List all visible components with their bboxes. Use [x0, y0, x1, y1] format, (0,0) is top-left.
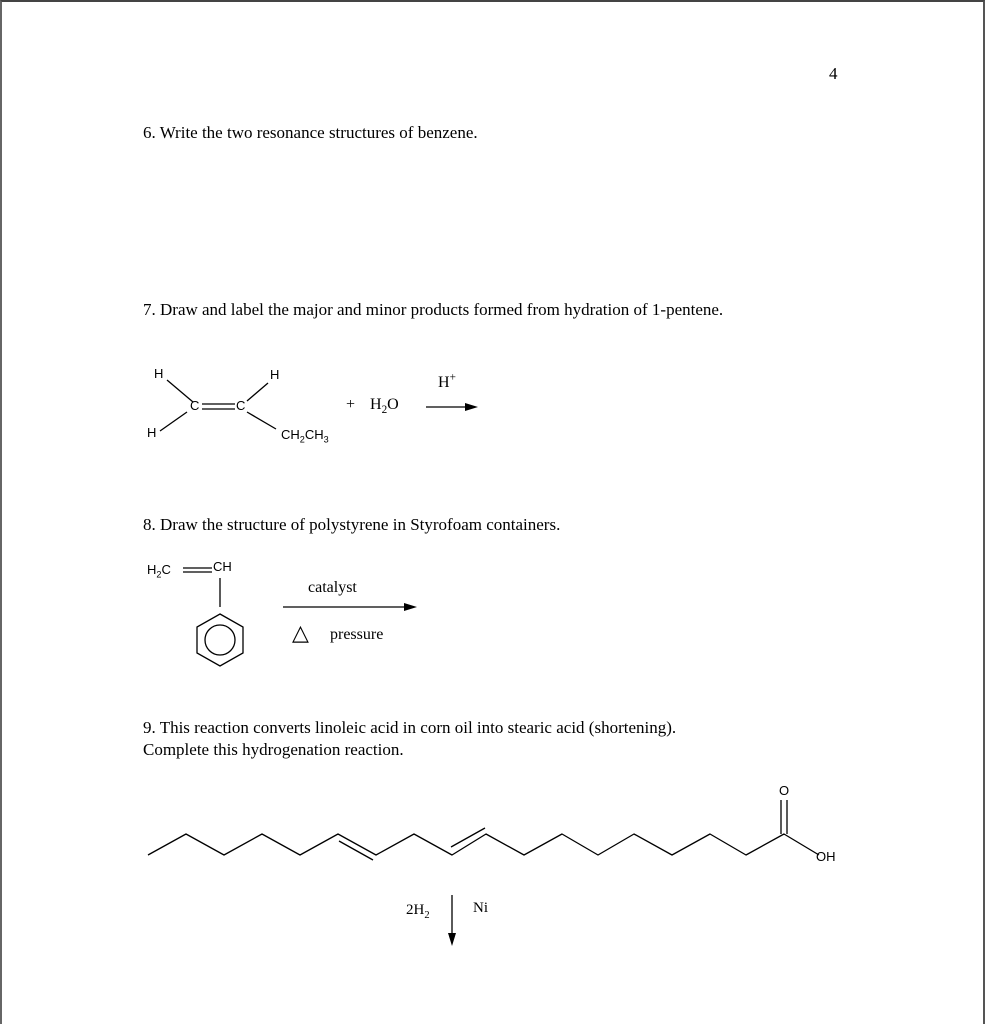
reaction8-arrow — [283, 603, 417, 611]
question-9-text-line1: 9. This reaction converts linoleic acid in corn oil into stearic acid (shortening). — [143, 718, 677, 737]
atom-label-h-top-left: H — [154, 366, 164, 381]
pentene-structure — [160, 380, 276, 431]
monomer-ch: CH — [213, 559, 232, 574]
carbon-chain — [148, 834, 819, 855]
question-8-text: 8. Draw the structure of polystyrene in Styrofoam containers. — [143, 515, 561, 534]
substituent-ethyl: $CH_2CH_3$ — [281, 427, 329, 445]
condition-catalyst: catalyst — [308, 579, 357, 596]
catalyst-acid: H+ — [438, 371, 456, 391]
linoleic-acid-structure — [148, 800, 819, 860]
benzene-ring — [197, 614, 243, 666]
question-9-text-line2: Complete this hydrogenation reaction. — [143, 740, 404, 759]
reagent-water: $H_2O$ — [370, 396, 399, 417]
chemistry-drawings — [2, 2, 985, 1026]
plus-sign: + — [346, 396, 356, 413]
question-6-text: 6. Write the two resonance structures of benzene. — [143, 123, 478, 142]
benzene-aromatic-circle — [205, 625, 235, 655]
heat-triangle-icon: △ — [292, 620, 309, 645]
question-7-text: 7. Draw and label the major and minor products formed from hydration of 1-pentene. — [143, 300, 724, 319]
atom-label-h-bottom-left: H — [147, 425, 157, 440]
bond-c-h-upper-right — [247, 383, 268, 401]
reaction7-arrow — [426, 403, 478, 411]
condition-pressure: pressure — [330, 626, 384, 643]
hydroxyl-group: OH — [816, 849, 836, 864]
reaction9-arrow — [448, 895, 456, 946]
styrene-structure — [183, 568, 243, 666]
bond-h-c-lower-left — [160, 412, 187, 431]
bond-c-ethyl — [247, 412, 276, 429]
catalyst-nickel: Ni — [473, 900, 488, 916]
monomer-ch2: $H_2C$ — [147, 562, 171, 580]
atom-label-c-right: C — [236, 398, 246, 413]
page-number: 4 — [829, 64, 838, 83]
atom-label-h-top-right: H — [270, 367, 280, 382]
atom-label-c-left: C — [190, 398, 200, 413]
carbonyl-oxygen: O — [779, 783, 790, 798]
reagent-hydrogen: $2H_2$ — [406, 902, 430, 921]
